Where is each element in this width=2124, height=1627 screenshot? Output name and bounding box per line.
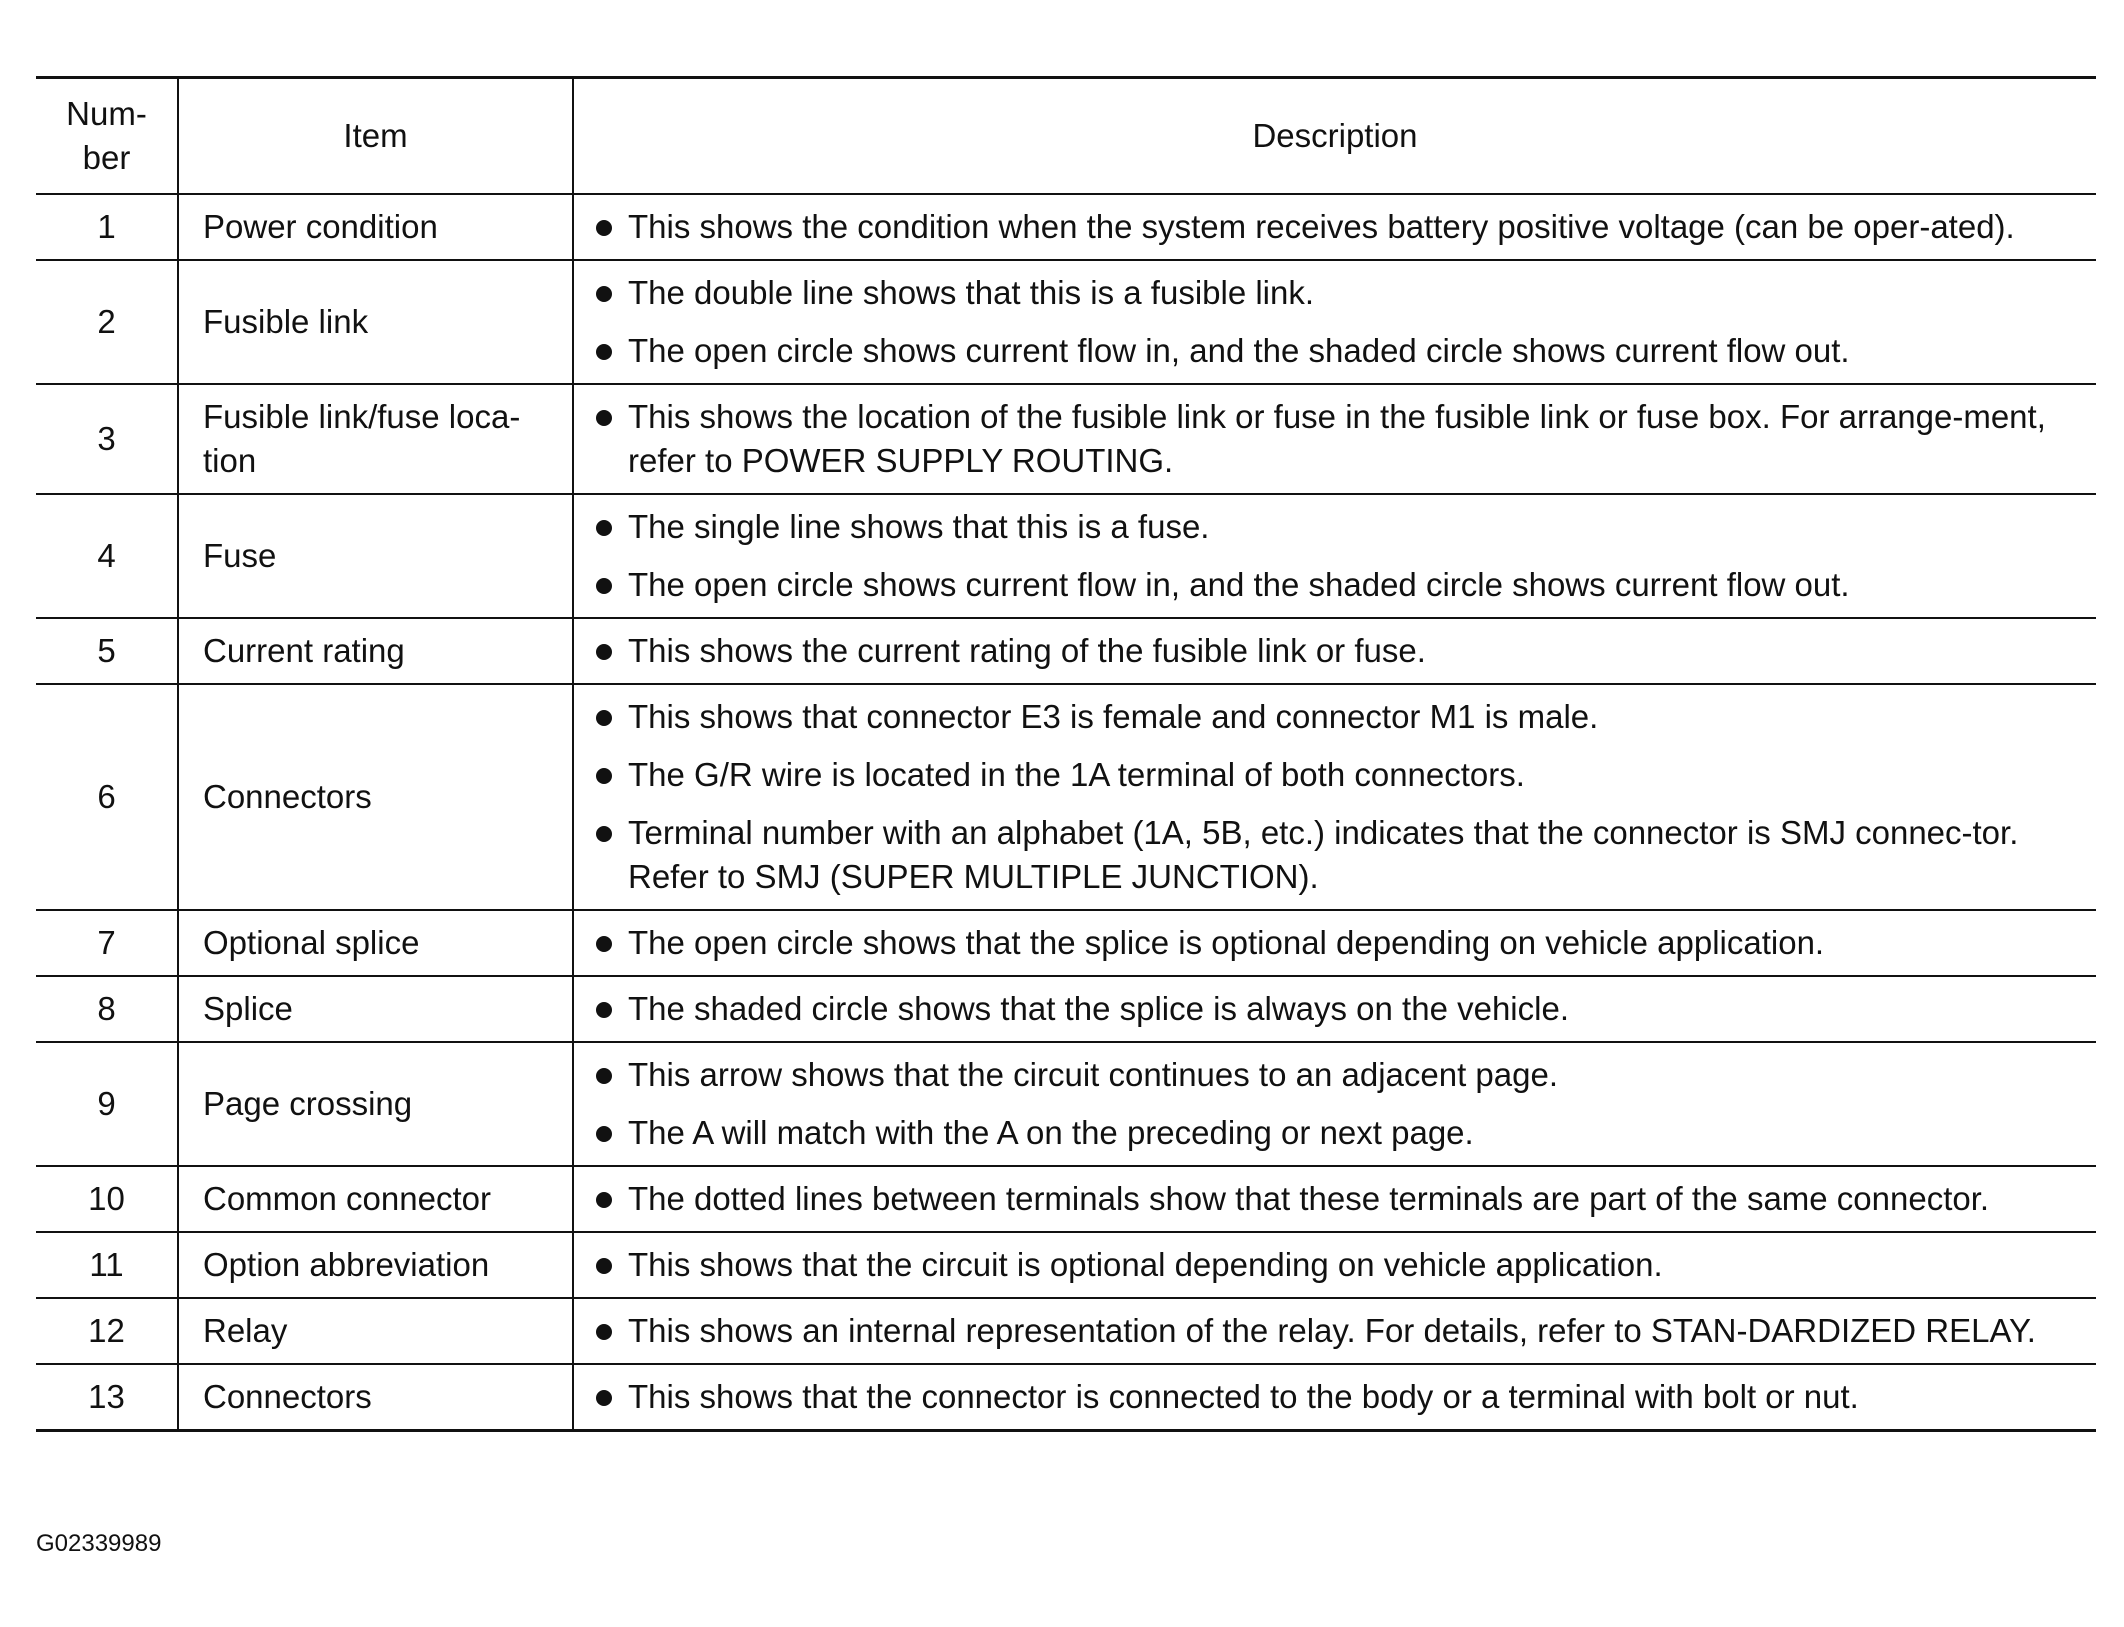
description-bullet: The double line shows that this is a fusible link. xyxy=(592,271,2082,315)
row-number: 3 xyxy=(36,384,178,494)
description-bullet-list xyxy=(592,695,2082,899)
table-row xyxy=(36,976,2096,1042)
description-bullet: The open circle shows current flow in, and the shaded circle shows current flow out. xyxy=(592,563,2082,607)
row-number: 5 xyxy=(36,618,178,684)
table-header-row xyxy=(36,78,2096,195)
row-description xyxy=(573,1298,2096,1364)
table-row xyxy=(36,1232,2096,1298)
row-description xyxy=(573,1042,2096,1166)
description-bullet: Terminal number with an alphabet (1A, 5B, etc.) indicates that the connector is SMJ connec-tor. Refer to SMJ (SUPER MULTIPLE JUNCTION). xyxy=(592,811,2082,899)
description-bullet-list xyxy=(592,1177,2082,1221)
description-bullet: The open circle shows current flow in, and the shaded circle shows current flow out. xyxy=(592,329,2082,373)
row-item: Common connector xyxy=(178,1166,573,1232)
row-description xyxy=(573,910,2096,976)
row-description xyxy=(573,1364,2096,1431)
description-bullet: This shows that connector E3 is female and connector M1 is male. xyxy=(592,695,2082,739)
description-bullet-list xyxy=(592,1309,2082,1353)
row-description xyxy=(573,494,2096,618)
table-row xyxy=(36,684,2096,910)
figure-code: G02339989 xyxy=(36,1530,162,1557)
row-item: Option abbreviation xyxy=(178,1232,573,1298)
description-bullet-list xyxy=(592,1243,2082,1287)
table-body xyxy=(36,194,2096,1431)
row-item: Page crossing xyxy=(178,1042,573,1166)
description-bullet: The shaded circle shows that the splice is always on the vehicle. xyxy=(592,987,2082,1031)
row-number: 7 xyxy=(36,910,178,976)
row-item: Current rating xyxy=(178,618,573,684)
description-bullet: The dotted lines between terminals show that these terminals are part of the same connector. xyxy=(592,1177,2082,1221)
table-row xyxy=(36,194,2096,260)
description-bullet-list xyxy=(592,987,2082,1031)
row-item: Connectors xyxy=(178,1364,573,1431)
description-bullet-list xyxy=(592,1053,2082,1155)
description-bullet-list xyxy=(592,1375,2082,1419)
description-bullet: This shows the condition when the system receives battery positive voltage (can be oper-ated). xyxy=(592,205,2082,249)
row-item: Splice xyxy=(178,976,573,1042)
description-bullet: This shows that the connector is connected to the body or a terminal with bolt or nut. xyxy=(592,1375,2082,1419)
description-bullet: This shows an internal representation of the relay. For details, refer to STAN-DARDIZED RELAY. xyxy=(592,1309,2082,1353)
description-bullet-list xyxy=(592,271,2082,373)
description-bullet: This arrow shows that the circuit continues to an adjacent page. xyxy=(592,1053,2082,1097)
row-description xyxy=(573,684,2096,910)
row-item: Fuse xyxy=(178,494,573,618)
description-bullet-list xyxy=(592,205,2082,249)
row-item: Fusible link xyxy=(178,260,573,384)
table-row xyxy=(36,618,2096,684)
row-item: Optional splice xyxy=(178,910,573,976)
row-number: 4 xyxy=(36,494,178,618)
row-description xyxy=(573,976,2096,1042)
row-number: 8 xyxy=(36,976,178,1042)
row-number: 10 xyxy=(36,1166,178,1232)
description-bullet-list xyxy=(592,629,2082,673)
row-description xyxy=(573,194,2096,260)
row-number: 1 xyxy=(36,194,178,260)
header-item: Item xyxy=(178,78,573,195)
table-row xyxy=(36,1166,2096,1232)
wiring-diagram-legend-table xyxy=(36,76,2096,1432)
description-bullet: This shows that the circuit is optional depending on vehicle application. xyxy=(592,1243,2082,1287)
row-item: Relay xyxy=(178,1298,573,1364)
row-number: 12 xyxy=(36,1298,178,1364)
legend-table-container xyxy=(36,76,2096,1432)
row-number: 11 xyxy=(36,1232,178,1298)
row-number: 2 xyxy=(36,260,178,384)
description-bullet: This shows the current rating of the fusible link or fuse. xyxy=(592,629,2082,673)
description-bullet-list xyxy=(592,395,2082,483)
row-number: 13 xyxy=(36,1364,178,1431)
table-row xyxy=(36,384,2096,494)
description-bullet: The G/R wire is located in the 1A terminal of both connectors. xyxy=(592,753,2082,797)
description-bullet-list xyxy=(592,921,2082,965)
table-row xyxy=(36,1042,2096,1166)
row-item: Power condition xyxy=(178,194,573,260)
row-description xyxy=(573,618,2096,684)
description-bullet: The open circle shows that the splice is optional depending on vehicle application. xyxy=(592,921,2082,965)
description-bullet: The single line shows that this is a fuse. xyxy=(592,505,2082,549)
row-description xyxy=(573,384,2096,494)
table-row xyxy=(36,1298,2096,1364)
table-row xyxy=(36,260,2096,384)
row-description xyxy=(573,1166,2096,1232)
row-item: Fusible link/fuse loca-tion xyxy=(178,384,573,494)
description-bullet: This shows the location of the fusible link or fuse in the fusible link or fuse box. For arrange-ment, refer to POWER SUPPLY ROUTING. xyxy=(592,395,2082,483)
row-description xyxy=(573,260,2096,384)
description-bullet-list xyxy=(592,505,2082,607)
description-bullet: The A will match with the A on the preceding or next page. xyxy=(592,1111,2082,1155)
header-description: Description xyxy=(573,78,2096,195)
table-row xyxy=(36,910,2096,976)
row-description xyxy=(573,1232,2096,1298)
row-number: 6 xyxy=(36,684,178,910)
header-number: Num- ber xyxy=(36,78,178,195)
row-item: Connectors xyxy=(178,684,573,910)
row-number: 9 xyxy=(36,1042,178,1166)
table-row xyxy=(36,494,2096,618)
table-row xyxy=(36,1364,2096,1431)
